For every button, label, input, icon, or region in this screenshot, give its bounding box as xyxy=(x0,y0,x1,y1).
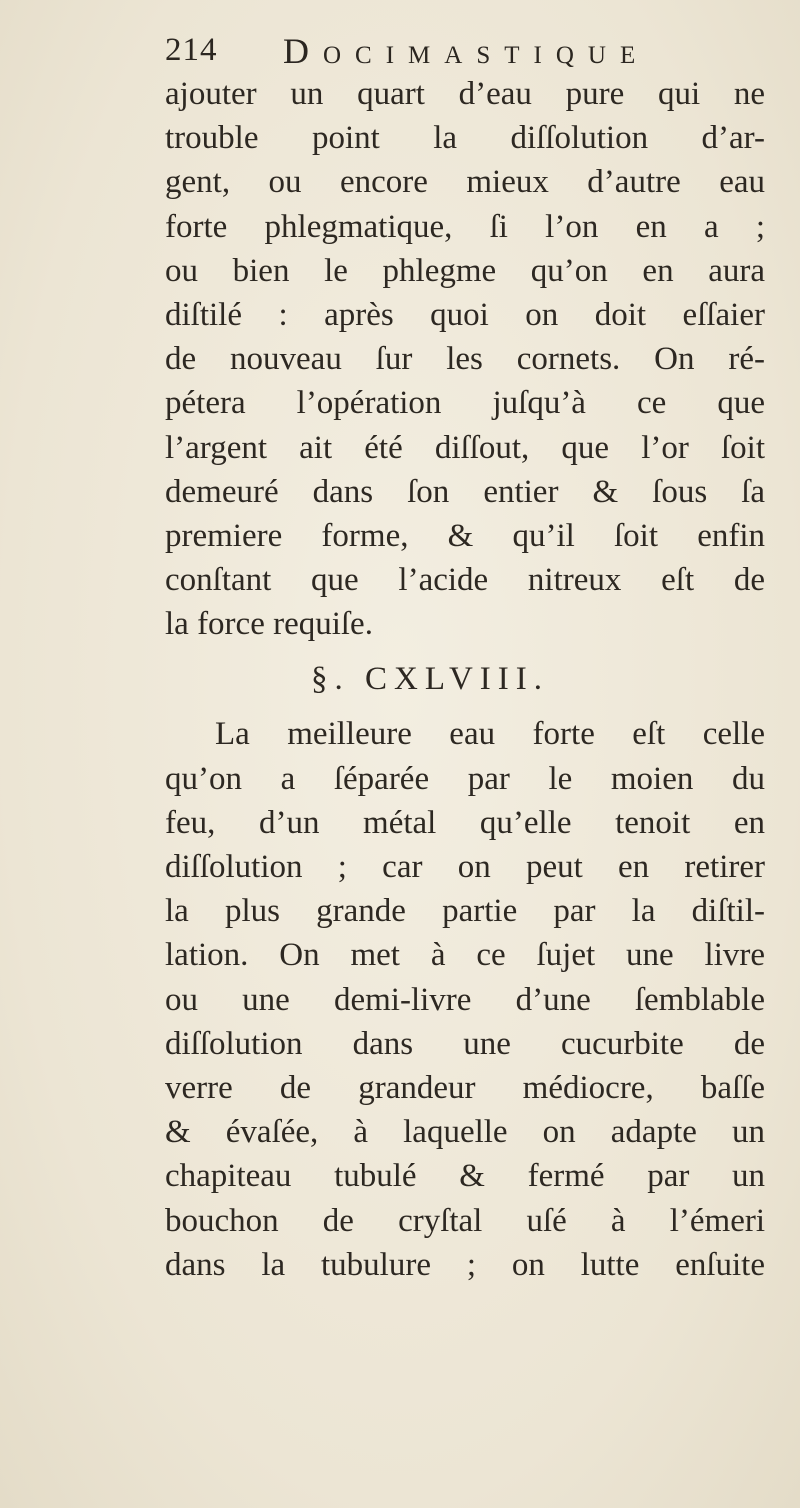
text-line: gent, ou encore mieux d’autre eau xyxy=(165,164,765,201)
page-header xyxy=(165,30,685,78)
text-line: ou une demi-livre d’une ſemblable xyxy=(165,981,765,1018)
paragraph-2 xyxy=(165,712,765,1286)
text-line: chapiteau tubulé & fermé par un xyxy=(165,1158,765,1195)
text-line: la force requiſe. xyxy=(165,606,373,643)
text-line: trouble point la diſſolution d’ar- xyxy=(165,120,765,157)
text-line: lation. On met à ce ſujet une livre xyxy=(165,937,765,974)
text-line: qu’on a ſéparée par le moien du xyxy=(165,760,765,797)
text-line: & évaſée, à laquelle on adapte un xyxy=(165,1114,765,1151)
text-line: ajouter un quart d’eau pure qui ne xyxy=(165,76,765,112)
text-line: la plus grande partie par la diſtil- xyxy=(165,893,765,930)
text-line: diſſolution ; car on peut en retirer xyxy=(165,849,765,885)
body-text xyxy=(165,72,765,1287)
text-line: pétera l’opération juſqu’à ce que xyxy=(165,385,765,422)
text-line: de nouveau ſur les cornets. On ré- xyxy=(165,341,765,378)
paragraph-1 xyxy=(165,72,765,646)
text-line: premiere forme, & qu’il ſoit enfin xyxy=(165,517,765,554)
text-line: l’argent ait été diſſout, que l’or ſoit xyxy=(165,429,765,466)
text-line: dans la tubulure ; on lutte enſuite xyxy=(165,1246,765,1283)
text-line: diſſolution dans une cucurbite de xyxy=(165,1025,765,1062)
text-line: bouchon de cryſtal uſé à l’émeri xyxy=(165,1202,765,1239)
text-line: verre de grandeur médiocre, baſſe xyxy=(165,1069,765,1106)
page-number: 214 xyxy=(165,32,218,68)
running-title: Docimastique xyxy=(283,31,650,71)
text-line: La meilleure eau forte eſt celle xyxy=(215,716,765,753)
text-line: diſtilé : après quoi on doit eſſaier xyxy=(165,296,765,333)
text-line: feu, d’un métal qu’elle tenoit en xyxy=(165,804,765,841)
text-line: forte phlegmatique, ſi l’on en a ; xyxy=(165,208,765,245)
text-line: demeuré dans ſon entier & ſous ſa xyxy=(165,473,765,510)
section-heading: §. CXLVIII. xyxy=(311,661,550,698)
text-line: conſtant que l’acide nitreux eſt de xyxy=(165,562,765,599)
text-line: ou bien le phlegme qu’on en aura xyxy=(165,252,765,289)
